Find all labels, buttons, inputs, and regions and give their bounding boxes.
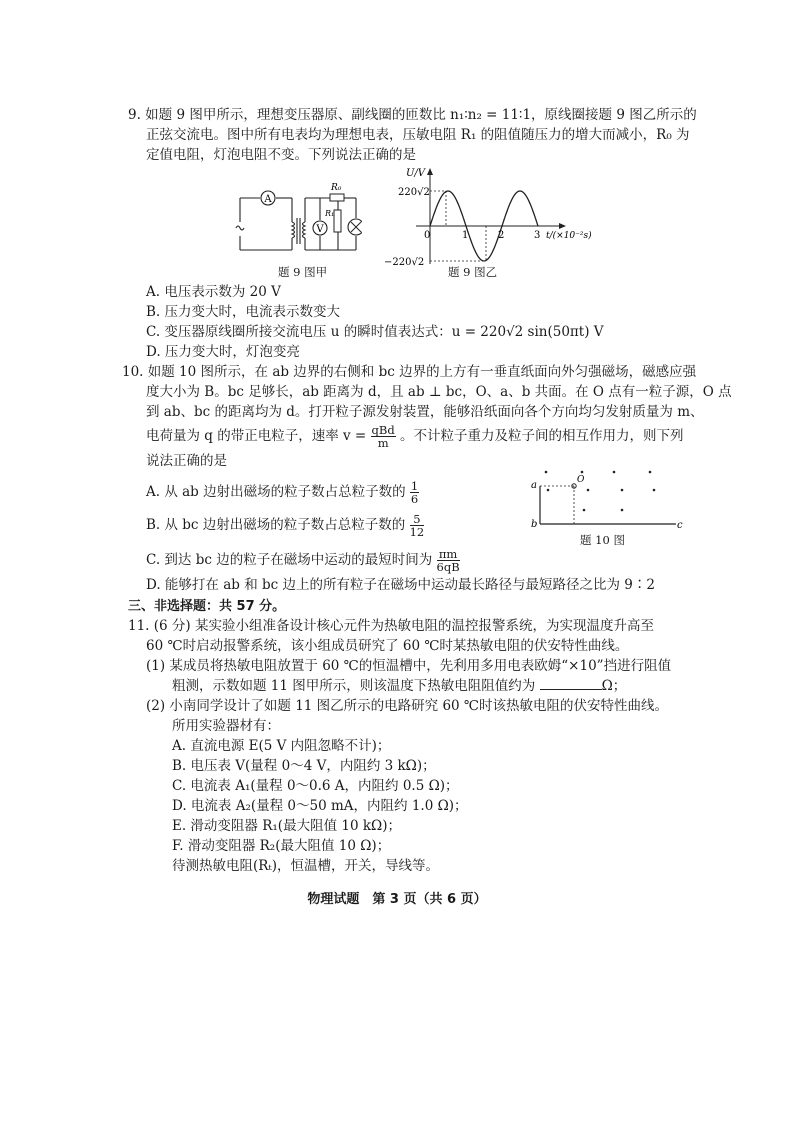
q10-field-figure xyxy=(526,468,684,530)
equipment-item: 待测热敏电阻(Rₜ)，恒温槽，开关，导线等。 xyxy=(172,858,440,874)
q9-sine-graph xyxy=(380,164,600,268)
trough-label: −220√2 xyxy=(384,257,425,268)
q9-fig-b-caption: 题 9 图乙 xyxy=(448,265,498,279)
r0-resistor xyxy=(330,194,344,201)
q9-option-b: B. 压力变大时，电流表示数变大 xyxy=(146,304,341,320)
voltmeter-label: V xyxy=(316,224,324,235)
velocity-denominator: m xyxy=(377,436,389,450)
q9-option-c: C. 变压器原线圈所接交流电压 u 的瞬时值表达式：u = 220√2 sin(50πt) V xyxy=(146,324,604,340)
q10-line-5: 说法正确的是 xyxy=(146,453,227,469)
q10-option-c xyxy=(146,548,460,573)
q9-line-3: 定值电阻，灯泡电阻不变。下列说法正确的是 xyxy=(146,147,416,163)
q11-line-1: 11. (6 分) 某实验小组准备设计核心元件为热敏电阻的温控报警系统，为实现温度升高至 xyxy=(128,618,654,634)
q10-option-c-text: C. 到达 bc 边的粒子在磁场中运动的最短时间为 xyxy=(146,552,433,568)
q11-part1-unit: Ω； xyxy=(601,678,627,694)
q9-circuit-figure xyxy=(232,178,362,258)
q10-option-a xyxy=(146,480,419,505)
option-b-fraction xyxy=(410,513,425,538)
r1-resistor xyxy=(334,210,341,232)
option-b-numerator: 5 xyxy=(410,513,425,526)
q10-option-b-text: B. 从 bc 边射出磁场的粒子数占总粒子数的 xyxy=(146,517,406,533)
velocity-fraction xyxy=(371,424,396,449)
r1-label: R₁ xyxy=(325,209,335,218)
point-o-label: O xyxy=(577,475,585,485)
page-footer: 物理试题 第 3 页（共 6 页） xyxy=(307,892,487,907)
equipment-item: E. 滑动变阻器 R₁(最大阻值 10 kΩ)； xyxy=(172,818,401,834)
t-axis-label: t/(×10⁻²s) xyxy=(546,231,592,241)
q9-fig-a-caption: 题 9 图甲 xyxy=(278,265,328,279)
q10-line-4-text: 电荷量为 q 的带正电粒子，速率 v = xyxy=(146,428,367,444)
ammeter-label: A xyxy=(264,194,272,205)
q10-line-2: 度大小为 B。bc 足够长，ab 距离为 d，且 ab ⊥ bc，O、a、b 共面。在 O 点有一粒子源，O 点 xyxy=(146,384,732,400)
point-c-label: c xyxy=(677,520,683,530)
option-a-fraction xyxy=(410,480,419,505)
option-a-numerator: 1 xyxy=(410,479,419,493)
equipment-item: D. 电流表 A₂(量程 0～50 mA，内阻约 1.0 Ω)； xyxy=(172,798,468,814)
equipment-item: F. 滑动变阻器 R₂(最大阻值 10 Ω)； xyxy=(172,838,391,854)
q10-line-4-tail: 。不计粒子重力及粒子间的相互作用力，则下列 xyxy=(400,428,684,444)
option-a-denominator: 6 xyxy=(410,492,419,506)
q11-part1-line-1: (1) 某成员将热敏电阻放置于 60 ℃的恒温槽中，先利用多用电表欧姆“×10”挡进行阻值 xyxy=(146,658,672,674)
q10-line-3: 到 ab、bc 的距离均为 d。打开粒子源发射装置，能够沿纸面向各个方向均匀发射质量为 m、 xyxy=(146,404,704,420)
option-c-numerator: πm xyxy=(437,548,460,561)
point-b-label: b xyxy=(531,519,538,530)
q9-line-1: 9. 如题 9 图甲所示，理想变压器原、副线圈的匝数比 n₁∶n₂ = 11∶1，原线圈接题 9 图乙所示的 xyxy=(128,107,697,123)
option-b-denominator: 12 xyxy=(409,525,425,539)
equipment-item: C. 电流表 A₁(量程 0～0.6 A，内阻约 0.5 Ω)； xyxy=(172,778,459,794)
q10-option-d: D. 能够打在 ab 和 bc 边上的所有粒子在磁场中运动最长路径与最短路径之比为 9∶2 xyxy=(146,577,655,593)
equipment-item: A. 直流电源 E(5 V 内阻忽略不计)； xyxy=(172,738,391,754)
q10-option-a-text: A. 从 ab 边射出磁场的粒子数占总粒子数的 xyxy=(146,484,406,500)
q10-line-4 xyxy=(146,424,684,449)
option-c-denominator: 6qB xyxy=(436,560,460,574)
q11-line-2: 60 ℃时启动报警系统，该小组成员研究了 60 ℃时某热敏电阻的伏安特性曲线。 xyxy=(146,638,629,654)
q11-part2-line-2: 所用实验器材有： xyxy=(172,718,280,734)
q10-line-1: 10. 如题 10 图所示，在 ab 边界的右侧和 bc 边界的上方有一垂直纸面向外匀强磁场，磁感应强 xyxy=(122,364,697,380)
section-3-heading: 三、非选择题：共 57 分。 xyxy=(128,599,286,614)
origin-label: 0 xyxy=(424,230,431,241)
peak-label: 220√2 xyxy=(398,187,430,198)
t1-tick-label: 1 xyxy=(462,230,469,241)
q9-option-d: D. 压力变大时，灯泡变亮 xyxy=(146,344,300,360)
field-dots xyxy=(545,471,656,512)
r0-label: R₀ xyxy=(331,183,342,193)
q9-option-a: A. 电压表示数为 20 V xyxy=(146,284,281,300)
q10-option-b xyxy=(146,513,424,538)
t2-tick-label: 2 xyxy=(498,230,505,241)
q10-fig-caption: 题 10 图 xyxy=(580,533,625,547)
q9-line-2: 正弦交流电。图中所有电表均为理想电表，压敏电阻 R₁ 的阻值随压力的增大而减小，R₀ 为 xyxy=(146,127,690,143)
equipment-item: B. 电压表 V(量程 0～4 V，内阻约 3 kΩ)； xyxy=(172,758,436,774)
lamp-icon xyxy=(348,219,362,235)
q11-part2-line-1: (2) 小南同学设计了如题 11 图乙所示的电路研究 60 ℃时该热敏电阻的伏安特性曲线。 xyxy=(146,698,669,714)
option-c-fraction xyxy=(437,548,460,573)
velocity-numerator: qBd xyxy=(371,423,395,437)
point-a-label: a xyxy=(531,480,537,491)
q11-part1-text: 粗测，示数如题 11 图甲所示，则该温度下热敏电阻阻值约为 xyxy=(172,678,536,694)
u-axis-label: U/V xyxy=(406,168,426,179)
t3-tick-label: 3 xyxy=(534,230,541,241)
answer-blank[interactable] xyxy=(540,677,602,690)
q11-part1-line-2 xyxy=(172,677,626,696)
